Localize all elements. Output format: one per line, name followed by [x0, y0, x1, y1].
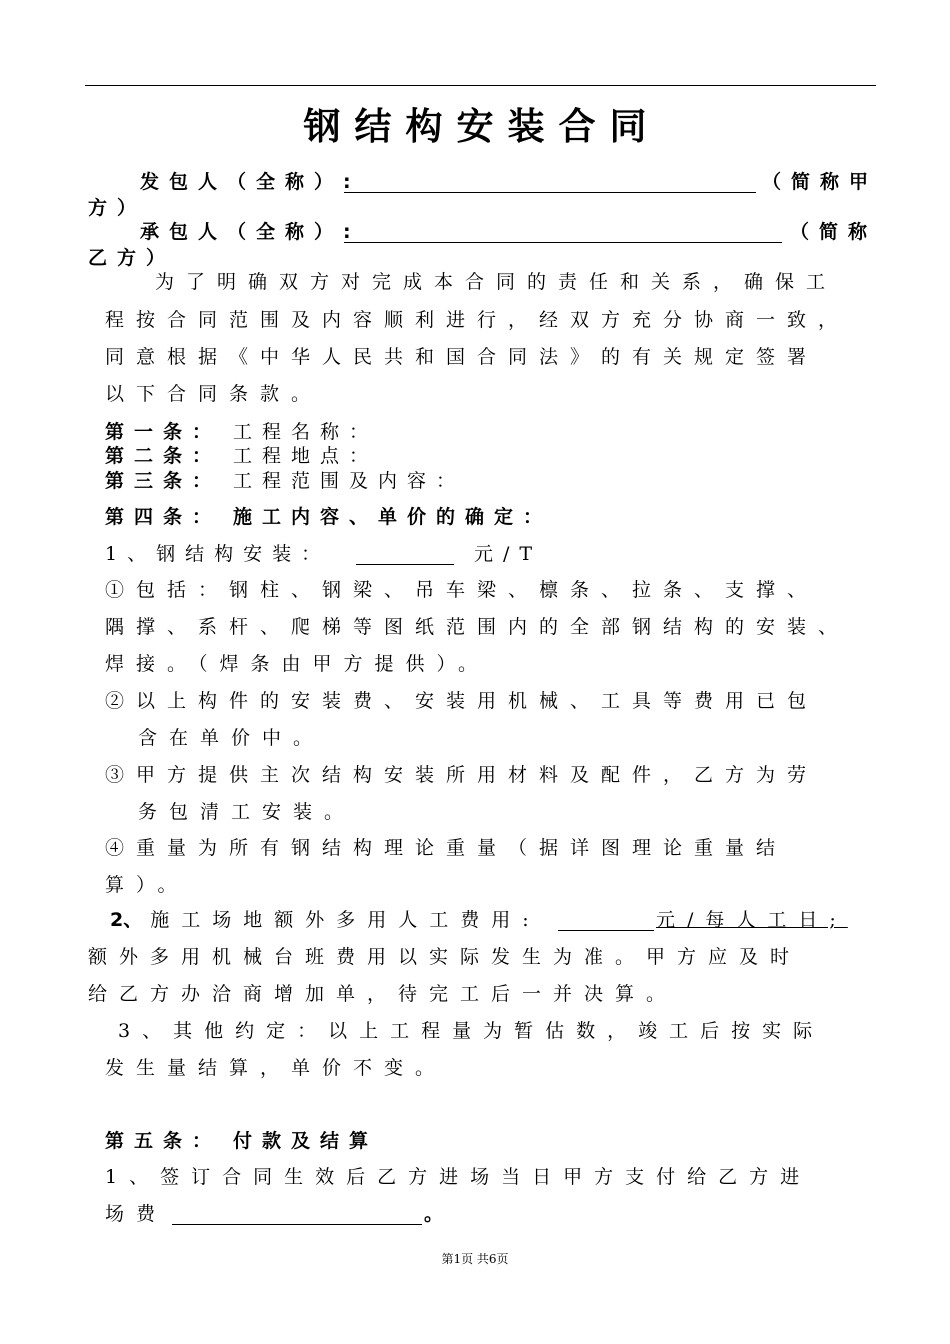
- article-5: [105, 1129, 378, 1153]
- item-2-line-2: 额外多用机械台班费用以实际发生为准。甲方应及时: [88, 946, 802, 968]
- party-a-abbr-cont: 方）: [88, 197, 147, 219]
- payment-1-end: 。: [424, 1203, 444, 1225]
- party-b-label: 承包人（全称）:: [140, 221, 361, 243]
- intro-line-3: 同意根据《中华人民共和国合同法》的有关规定签署: [105, 346, 819, 368]
- intro-line-2: 程按合同范围及内容顺利进行，经双方充分协商一致，: [105, 309, 850, 331]
- payment-1-label: 场费: [105, 1203, 168, 1225]
- item-3-line-1: 3、其他约定：以上工程量为暂估数，竣工后按实际: [118, 1020, 825, 1042]
- sub-4-line-1: ④重量为所有钢结构理论重量（据详图理论重量结: [105, 837, 788, 859]
- payment-1-line-1: 1、签订合同生效后乙方进场当日甲方支付给乙方进: [105, 1166, 812, 1188]
- party-b-abbr: （简称: [790, 221, 878, 243]
- sub-1-line-2: 隅撑、系杆、爬梯等图纸范围内的全部钢结构的安装、: [105, 616, 850, 638]
- article-5-text: 付款及结算: [233, 1130, 379, 1152]
- article-1: [105, 420, 378, 444]
- intro-line-4: 以下合同条款。: [105, 383, 323, 405]
- sub-4-line-2: 算）。: [105, 874, 189, 896]
- party-a-label: 发包人（全称）:: [140, 171, 361, 193]
- article-5-label: 第五条：: [105, 1130, 222, 1152]
- entry-fee-field[interactable]: [172, 1204, 422, 1225]
- document-title: 钢结构安装合同: [303, 105, 661, 148]
- article-1-label: 第一条：: [105, 421, 222, 443]
- item-2-price-field[interactable]: [558, 910, 654, 931]
- item-2-colon: :: [522, 909, 529, 931]
- article-4-text: 施工内容、单价的确定：: [233, 506, 553, 528]
- header-rule: [85, 85, 876, 86]
- item-2-line-3: 给乙方办洽商增加单，待完工后一并决算。: [88, 983, 678, 1005]
- item-2: [110, 908, 529, 932]
- party-a-abbr: （简称甲: [762, 171, 879, 193]
- item-2-text: 施工场地额外多用人工费用: [150, 909, 523, 931]
- party-a-name-field[interactable]: [344, 172, 756, 193]
- article-2-text: 工程地点：: [233, 445, 379, 467]
- article-4: [105, 505, 552, 529]
- sub-1-line-1: ①包括：钢柱、钢梁、吊车梁、檩条、拉条、支撑、: [105, 579, 819, 601]
- item-1-price-field[interactable]: [356, 544, 454, 565]
- article-3-text: 工程范围及内容：: [233, 470, 466, 492]
- party-b-name-field[interactable]: [344, 222, 782, 243]
- sub-3-line-2: 务包清工安装。: [138, 801, 356, 823]
- article-1-text: 工程名称：: [233, 421, 379, 443]
- item-2-number: 2、: [110, 909, 143, 931]
- article-4-label: 第四条：: [105, 506, 222, 528]
- item-1-label: 1、钢结构安装：: [105, 543, 331, 565]
- article-2-label: 第二条：: [105, 445, 222, 467]
- article-2: [105, 444, 378, 468]
- item-1-unit: 元/T: [474, 543, 543, 565]
- sub-2-line-1: ②以上构件的安装费、安装用机械、工具等费用已包: [105, 690, 819, 712]
- sub-2-line-2: 含在单价中。: [138, 727, 325, 749]
- intro-line-1: 为了明确双方对完成本合同的责任和关系，确保工: [155, 271, 838, 293]
- article-3: [105, 469, 465, 493]
- page-footer: 第1页 共6页: [441, 1252, 509, 1266]
- item-3-line-2: 发生量结算，单价不变。: [105, 1057, 447, 1079]
- article-3-label: 第三条：: [105, 470, 222, 492]
- item-2-unit: 元/每人工日;: [656, 909, 848, 931]
- party-b-abbr-cont: 乙方）: [88, 247, 176, 269]
- sub-3-line-1: ③甲方提供主次结构安装所用材料及配件，乙方为劳: [105, 764, 819, 786]
- sub-1-line-3: 焊接。（焊条由甲方提供）。: [105, 653, 490, 675]
